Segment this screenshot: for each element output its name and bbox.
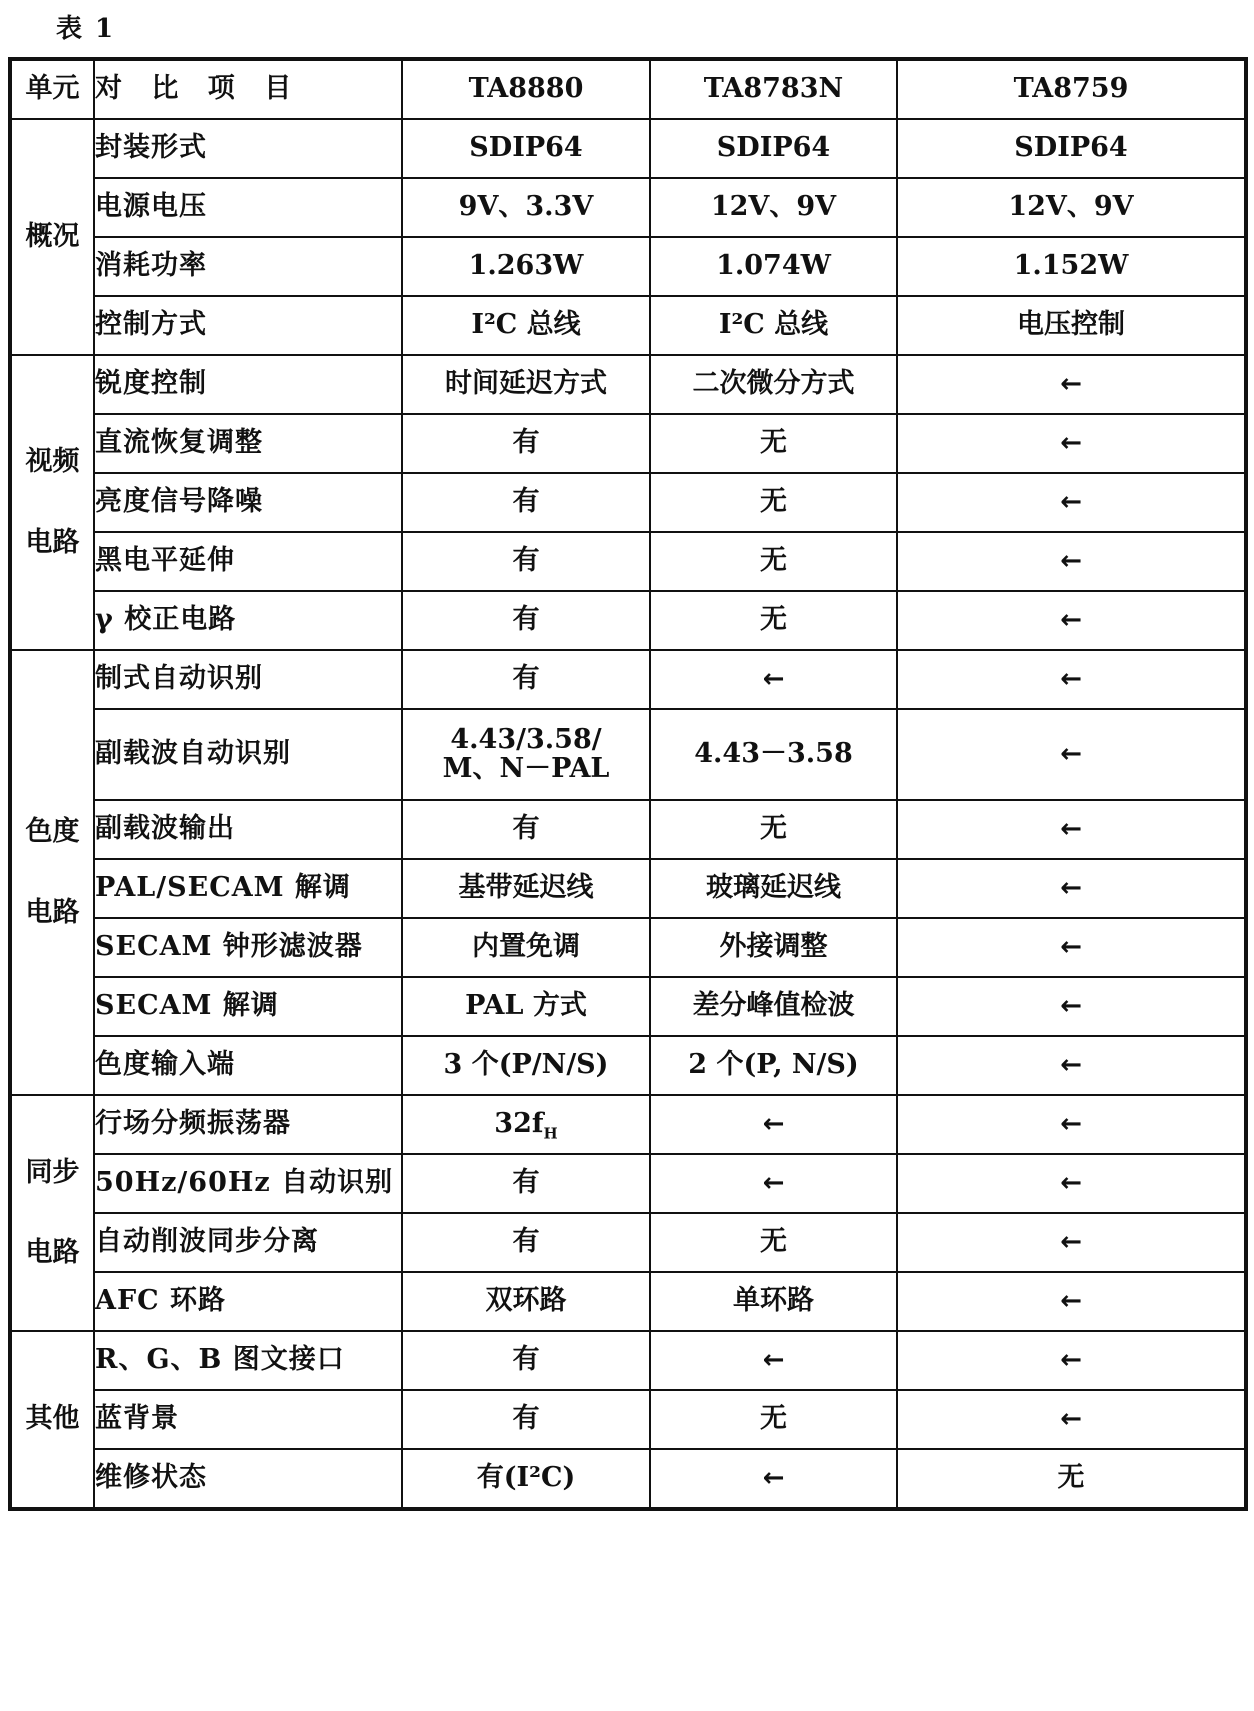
same-as-left-arrow-cell xyxy=(897,1272,1246,1331)
table-row xyxy=(10,1390,1246,1449)
same-as-left-arrow-cell xyxy=(650,1095,897,1154)
same-as-left-arrow-cell xyxy=(897,355,1246,414)
item-label: 消耗功率 xyxy=(94,237,402,296)
unit-label: 视频 xyxy=(25,446,80,478)
value-cell: 有 xyxy=(402,473,650,532)
item-label: 副载波输出 xyxy=(94,800,402,859)
item-label: 行场分频振荡器 xyxy=(94,1095,402,1154)
value-cell: 无 xyxy=(650,414,897,473)
arrow-left-icon: ← xyxy=(1060,1168,1082,1199)
same-as-left-arrow-cell xyxy=(897,591,1246,650)
value-cell: 无 xyxy=(650,1213,897,1272)
value-cell: SDIP64 xyxy=(402,119,650,178)
header-unit: 单元 xyxy=(10,59,94,119)
item-label: 色度输入端 xyxy=(94,1036,402,1095)
table-row xyxy=(10,1449,1246,1509)
unit-cell xyxy=(10,119,94,355)
arrow-left-icon: ← xyxy=(1060,1109,1082,1140)
arrow-left-icon: ← xyxy=(1060,814,1082,845)
unit-label: 色度 xyxy=(25,816,80,848)
item-label: AFC 环路 xyxy=(94,1272,402,1331)
value-cell: 2 个(P, N/S) xyxy=(650,1036,897,1095)
unit-label: 概况 xyxy=(25,220,80,252)
value-cell: 有(I²C) xyxy=(402,1449,650,1509)
arrow-left-icon: ← xyxy=(1060,932,1082,963)
value-cell: SDIP64 xyxy=(650,119,897,178)
item-label: SECAM 解调 xyxy=(94,977,402,1036)
same-as-left-arrow-cell xyxy=(897,473,1246,532)
arrow-left-icon: ← xyxy=(1060,1286,1082,1317)
header-item: 对 比 项 目 xyxy=(94,59,402,119)
arrow-left-icon: ← xyxy=(1060,739,1082,770)
header-model-ta8783n: TA8783N xyxy=(650,59,897,119)
item-label: 50Hz/60Hz 自动识别 xyxy=(94,1154,402,1213)
table-row xyxy=(10,591,1246,650)
arrow-left-icon: ← xyxy=(1060,873,1082,904)
value-cell: 电压控制 xyxy=(897,296,1246,355)
arrow-left-icon: ← xyxy=(1060,1050,1082,1081)
value-cell: 无 xyxy=(650,473,897,532)
arrow-left-icon: ← xyxy=(1060,428,1082,459)
unit-cell xyxy=(10,650,94,1095)
value-cell: PAL 方式 xyxy=(402,977,650,1036)
same-as-left-arrow-cell xyxy=(897,1095,1246,1154)
value-cell: SDIP64 xyxy=(897,119,1246,178)
same-as-left-arrow-cell xyxy=(650,1331,897,1390)
table-row xyxy=(10,918,1246,977)
arrow-left-icon: ← xyxy=(762,1345,785,1376)
same-as-left-arrow-cell xyxy=(897,709,1246,800)
value-cell: 单环路 xyxy=(650,1272,897,1331)
unit-label: 电路 xyxy=(25,526,80,558)
item-label: 电源电压 xyxy=(94,178,402,237)
value-cell: I²C 总线 xyxy=(402,296,650,355)
unit-label: 同步 xyxy=(25,1156,80,1188)
arrow-left-icon: ← xyxy=(1060,369,1082,400)
same-as-left-arrow-cell xyxy=(650,1154,897,1213)
value-cell: 无 xyxy=(897,1449,1246,1509)
same-as-left-arrow-cell xyxy=(897,918,1246,977)
value-cell: 外接调整 xyxy=(650,918,897,977)
value-cell: 内置免调 xyxy=(402,918,650,977)
same-as-left-arrow-cell xyxy=(650,1449,897,1509)
value-cell: 有 xyxy=(402,650,650,709)
same-as-left-arrow-cell xyxy=(897,1036,1246,1095)
value-cell: 无 xyxy=(650,532,897,591)
item-label: 维修状态 xyxy=(94,1449,402,1509)
table-row xyxy=(10,237,1246,296)
header-model-ta8880: TA8880 xyxy=(402,59,650,119)
value-cell: 有 xyxy=(402,1390,650,1449)
item-label: 蓝背景 xyxy=(94,1390,402,1449)
value-cell: 无 xyxy=(650,591,897,650)
value-cell: 9V、3.3V xyxy=(402,178,650,237)
value-cell: 有 xyxy=(402,800,650,859)
value-cell: 1.263W xyxy=(402,237,650,296)
same-as-left-arrow-cell xyxy=(897,977,1246,1036)
header-row xyxy=(10,59,1246,119)
arrow-left-icon: ← xyxy=(762,1109,785,1140)
value-cell: 差分峰值检波 xyxy=(650,977,897,1036)
unit-cell xyxy=(10,1095,94,1331)
table-row xyxy=(10,1036,1246,1095)
value-cell: 有 xyxy=(402,1154,650,1213)
header-model-ta8759: TA8759 xyxy=(897,59,1246,119)
table-row xyxy=(10,119,1246,178)
table-row xyxy=(10,178,1246,237)
arrow-left-icon: ← xyxy=(1060,487,1082,518)
table-row xyxy=(10,650,1246,709)
value-cell: 有 xyxy=(402,591,650,650)
item-label: PAL/SECAM 解调 xyxy=(94,859,402,918)
arrow-left-icon: ← xyxy=(1060,1345,1082,1376)
table-row xyxy=(10,296,1246,355)
arrow-left-icon: ← xyxy=(1060,546,1082,577)
table-row xyxy=(10,473,1246,532)
same-as-left-arrow-cell xyxy=(897,1154,1246,1213)
value-cell: 12V、9V xyxy=(897,178,1246,237)
value-cell: 双环路 xyxy=(402,1272,650,1331)
item-label: 制式自动识别 xyxy=(94,650,402,709)
value-cell: 4.43－3.58 xyxy=(650,709,897,800)
value-cell: 有 xyxy=(402,1213,650,1272)
item-label: 副载波自动识别 xyxy=(94,709,402,800)
table-row xyxy=(10,1272,1246,1331)
unit-label: 电路 xyxy=(25,1237,80,1268)
arrow-left-icon: ← xyxy=(1060,1227,1082,1258)
unit-label: 其他 xyxy=(25,1403,80,1435)
unit-label: 电路 xyxy=(25,896,80,928)
value-cell: 玻璃延迟线 xyxy=(650,859,897,918)
unit-cell xyxy=(10,1331,94,1509)
comparison-table xyxy=(8,57,1248,1511)
item-label: SECAM 钟形滤波器 xyxy=(94,918,402,977)
item-label: 控制方式 xyxy=(94,296,402,355)
table-row xyxy=(10,1154,1246,1213)
table-caption: 表 1 xyxy=(56,14,116,44)
arrow-left-icon: ← xyxy=(1060,1404,1082,1435)
value-cell: 二次微分方式 xyxy=(650,355,897,414)
item-label: 锐度控制 xyxy=(94,355,402,414)
table-row xyxy=(10,1331,1246,1390)
value-cell: 无 xyxy=(650,1390,897,1449)
table-row xyxy=(10,355,1246,414)
value-cell: 有 xyxy=(402,532,650,591)
value-cell: $32f_H$ xyxy=(402,1095,650,1154)
value-cell: 有 xyxy=(402,414,650,473)
item-label: 亮度信号降噪 xyxy=(94,473,402,532)
same-as-left-arrow-cell xyxy=(897,650,1246,709)
value-cell: 4.43/3.58/ M、N－PAL xyxy=(402,709,650,800)
table-row xyxy=(10,709,1246,800)
same-as-left-arrow-cell xyxy=(897,800,1246,859)
same-as-left-arrow-cell xyxy=(897,414,1246,473)
value-cell: 无 xyxy=(650,800,897,859)
same-as-left-arrow-cell xyxy=(650,650,897,709)
unit-cell xyxy=(10,355,94,650)
same-as-left-arrow-cell xyxy=(897,1213,1246,1272)
item-label: 自动削波同步分离 xyxy=(94,1213,402,1272)
arrow-left-icon: ← xyxy=(1060,991,1082,1022)
item-label: 黑电平延伸 xyxy=(94,532,402,591)
arrow-left-icon: ← xyxy=(1060,664,1082,695)
item-label: 直流恢复调整 xyxy=(94,414,402,473)
arrow-left-icon: ← xyxy=(762,1168,785,1199)
arrow-left-icon: ← xyxy=(762,1463,785,1494)
table-row xyxy=(10,414,1246,473)
arrow-left-icon: ← xyxy=(1060,605,1082,636)
value-cell: I²C 总线 xyxy=(650,296,897,355)
value-cell: 12V、9V xyxy=(650,178,897,237)
table-row xyxy=(10,1095,1246,1154)
value-cell: 3 个(P/N/S) xyxy=(402,1036,650,1095)
table-row xyxy=(10,532,1246,591)
item-label: γ 校正电路 xyxy=(94,591,402,650)
value-cell: 1.152W xyxy=(897,237,1246,296)
table-row xyxy=(10,859,1246,918)
same-as-left-arrow-cell xyxy=(897,532,1246,591)
item-label: 封装形式 xyxy=(94,119,402,178)
value-cell: 有 xyxy=(402,1331,650,1390)
same-as-left-arrow-cell xyxy=(897,1390,1246,1449)
table-row xyxy=(10,977,1246,1036)
value-cell: 基带延迟线 xyxy=(402,859,650,918)
value-cell: 1.074W xyxy=(650,237,897,296)
same-as-left-arrow-cell xyxy=(897,859,1246,918)
value-cell: 时间延迟方式 xyxy=(402,355,650,414)
item-label: R、G、B 图文接口 xyxy=(94,1331,402,1390)
table-row xyxy=(10,1213,1246,1272)
same-as-left-arrow-cell xyxy=(897,1331,1246,1390)
arrow-left-icon: ← xyxy=(762,664,785,695)
table-row xyxy=(10,800,1246,859)
